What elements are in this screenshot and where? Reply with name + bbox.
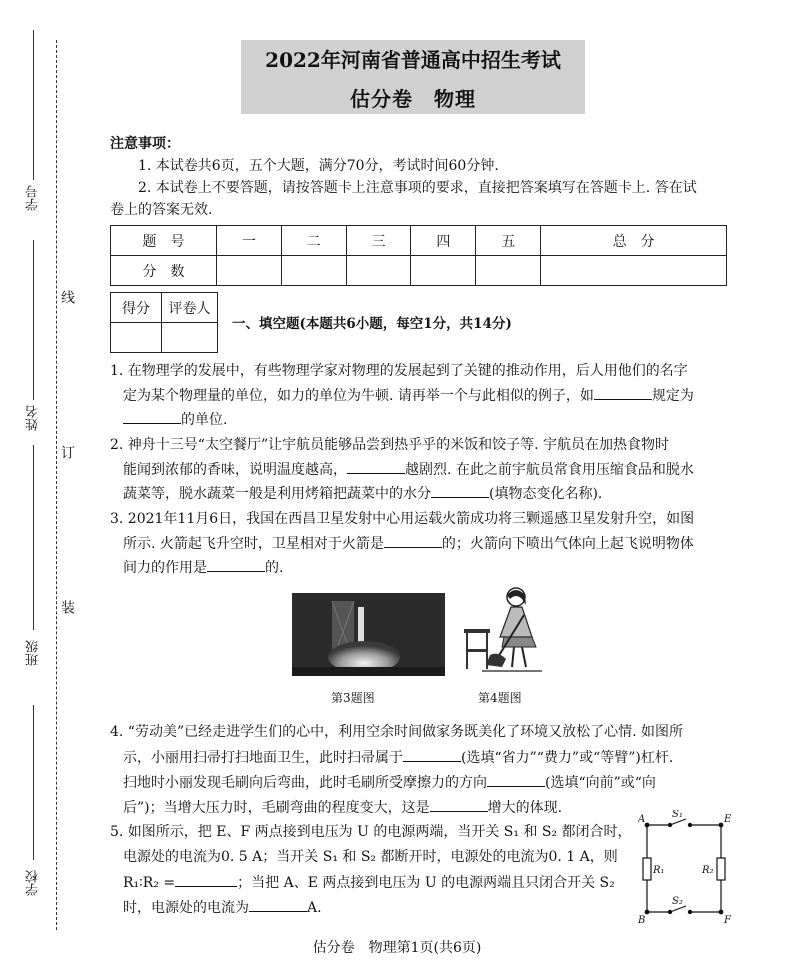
node-f-label: F [724,915,731,926]
score-header-label: 题 号 [111,226,217,256]
margin-label-student-id: 学号 [26,185,41,211]
notice-item-1: 1. 本试卷共6页，五个大题，满分70分，考试时间60分钟. [138,158,499,174]
page-footer: 估分卷 物理第1页(共6页) [312,940,482,956]
score-row-label: 分 数 [111,256,217,286]
q5-line-1: 5. 如图所示，把 E、F 两点接到电压为 U 的电源两端，当开关 S₁ 和 S₂ 都闭合时， [110,824,632,840]
q3-line-2: 所示. 火箭起飞升空时，卫星相对于火箭是 的；火箭向下喷出气体向上起飞说明物体 [123,533,694,554]
resistor-r1-label: R₁ [653,865,665,876]
q1-line-2: 定为某个物理量的单位，如力的单位为牛顿. 请再举一个与此相似的例子，如 规定为 [123,385,694,406]
grader-score-label: 得分 [111,293,162,323]
score-cell[interactable] [541,256,727,286]
score-header-total: 总 分 [541,226,727,256]
node-e-label: E [724,814,732,825]
score-cell[interactable] [346,256,411,286]
margin-blank-name [33,240,34,400]
q4-blank-1[interactable] [403,747,461,762]
q3-line-1: 3. 2021年11月6日，我国在西昌卫星发射中心用运载火箭成功将三颗遥感卫星发射升空，如图 [110,511,695,527]
margin-label-class: 班级 [26,640,41,666]
circuit-diagram [638,810,738,928]
score-header-2: 二 [281,226,346,256]
margin-label-name: 姓名 [26,405,41,431]
q4-line-1: 4. “劳动美”已经走进学生们的心中，利用空余时间做家务既美化了环境又放松了心情. 如图所 [110,724,684,740]
q5-blank-2[interactable] [249,897,307,912]
node-b-label: B [638,915,646,926]
margin-blank-student-id [33,30,34,180]
q3-blank-2[interactable] [207,557,265,572]
score-header-5: 五 [476,226,541,256]
q1-line-1: 1. 在物理学的发展中，有些物理学家对物理的发展起到了关键的推动作用，后人用他们的名字 [110,363,688,379]
notice-heading: 注意事项： [110,136,180,152]
q1-blank-2[interactable] [123,409,181,424]
grader-box [110,292,218,353]
q2-blank-1[interactable] [347,459,405,474]
switch-s2-label: S₂ [672,896,683,907]
q5-line-2: 电源处的电流为0. 5 A；当开关 S₁ 和 S₂ 都断开时，电源处的电流为0. 1 A，则 [123,849,618,865]
exam-subtitle: 估分卷 物理 [350,87,476,111]
margin-blank-class [33,445,34,630]
q3-blank-1[interactable] [384,533,442,548]
q4-line-2: 示，小丽用扫帚打扫地面卫生，此时扫帚属于 (选填“省力”“费力”或“等臂”)杠杆. [123,747,673,768]
resistor-r2-label: R₂ [702,865,714,876]
girl-sweeping-illustration [462,585,547,675]
score-cell[interactable] [476,256,541,286]
q1-line-3: 的单位. [123,409,227,430]
figure-3-caption: 第3题图 [331,691,375,705]
grader-name-label: 评卷人 [162,293,218,323]
score-table [110,225,727,286]
q1-blank-1[interactable] [594,385,652,400]
grader-score-cell[interactable] [111,323,162,353]
score-header-3: 三 [346,226,411,256]
q5-blank-1[interactable] [175,872,237,887]
score-cell[interactable] [281,256,346,286]
grader-name-cell[interactable] [162,323,218,353]
score-cell[interactable] [217,256,282,286]
q5-line-4: 时，电源处的电流为 A. [123,897,322,918]
score-header-1: 一 [217,226,282,256]
q4-blank-2[interactable] [487,772,545,787]
figure-4-caption: 第4题图 [478,691,522,705]
margin-mark-staple: 装 [59,600,75,614]
binding-line [56,40,57,930]
rocket-launch-photo [292,593,445,676]
q2-line-2: 能闻到浓郁的香味，说明温度越高， 越剧烈. 在此之前宇航员常食用压缩食品和脱水 [123,459,694,480]
switch-s1-label: S₁ [672,810,683,820]
q3-line-3: 间力的作用是 的. [123,557,283,578]
notice-item-2: 2. 本试卷上不要答题，请按答题卡上注意事项的要求，直接把答案填写在答题卡上. 答在试 [138,180,697,196]
margin-mark-line: 线 [59,290,75,304]
q4-blank-3[interactable] [430,797,488,812]
score-header-4: 四 [411,226,476,256]
score-cell[interactable] [411,256,476,286]
section-1-heading: 一、填空题(本题共6小题，每空1分，共14分) [232,316,512,332]
q2-blank-2[interactable] [431,483,489,498]
margin-label-school: 学校 [26,870,41,896]
q4-line-4: 后”)；当增大压力时，毛刷弯曲的程度变大，这是 增大的体现. [123,797,562,818]
margin-mark-bind: 订 [59,445,75,459]
exam-title: 2022年河南省普通高中招生考试 [265,48,561,72]
q2-line-3: 蔬菜等，脱水蔬菜一般是利用烤箱把蔬菜中的水分 (填物态变化名称). [123,483,602,504]
notice-item-2-cont: 卷上的答案无效. [110,202,213,218]
q2-line-1: 2. 神舟十三号“太空餐厅”让宇航员能够品尝到热乎乎的米饭和饺子等. 宇航员在加热食物时 [110,437,670,453]
q4-line-3: 扫地时小丽发现毛刷向后弯曲，此时毛刷所受摩擦力的方向 (选填“向前”或“向 [123,772,656,793]
q5-line-3: R₁∶R₂ = ；当把 A、E 两点接到电压为 U 的电源两端且只闭合开关 S₂ [123,872,615,893]
margin-blank-school [33,705,34,860]
node-a-label: A [638,814,646,825]
